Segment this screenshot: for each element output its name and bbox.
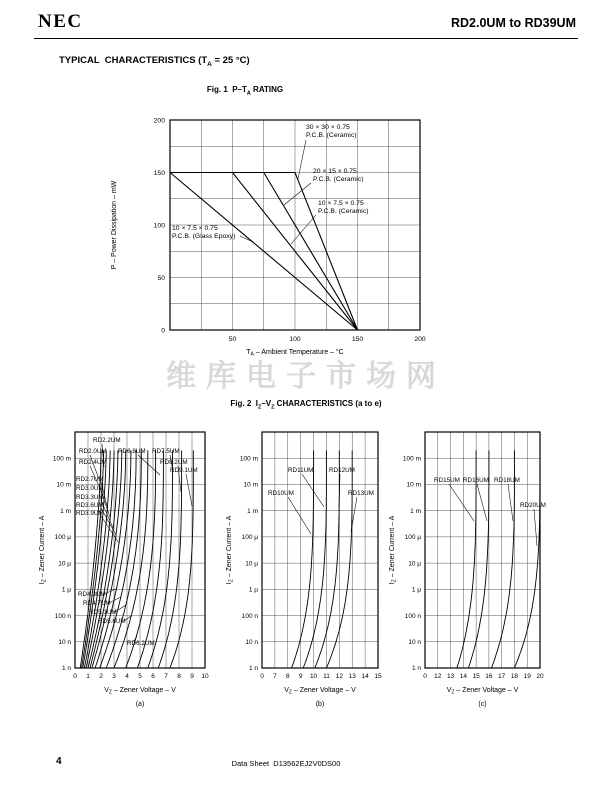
y-axis-label: $I_Z$ – Zener Current – A bbox=[226, 515, 235, 585]
curve-RD11UM bbox=[303, 450, 326, 668]
curve-label-RD2.2UM: RD2.2UM bbox=[93, 437, 121, 444]
header-divider bbox=[34, 38, 578, 39]
annotation-label: P.C.B. (Glass Epoxy) bbox=[172, 232, 236, 240]
x-tick-label: 0 bbox=[260, 673, 264, 680]
curve-label-RD9.1UM: RD9.1UM bbox=[170, 467, 198, 474]
x-tick-label: 6 bbox=[151, 673, 155, 680]
leader-line bbox=[477, 484, 487, 521]
y-axis-label: P – Power Dissipation – mW bbox=[111, 180, 118, 270]
x-tick-label: 50 bbox=[228, 336, 237, 343]
x-tick-label: 9 bbox=[190, 673, 194, 680]
y-tick-label: 200 bbox=[153, 117, 165, 125]
y-axis-label: $I_Z$ – Zener Current – A bbox=[389, 515, 398, 585]
curve-label-RD13UM: RD13UM bbox=[348, 490, 374, 497]
x-tick-label: 15 bbox=[374, 673, 382, 680]
x-axis-label: $V_Z$ – Zener Voltage – V bbox=[104, 687, 176, 696]
chart-tag-label: (a) bbox=[135, 701, 145, 708]
x-tick-label: 9 bbox=[298, 673, 303, 680]
x-tick-label: 100 bbox=[289, 336, 301, 343]
y-tick-label: 100 μ bbox=[241, 534, 258, 542]
annotation-label: 30 × 30 × 0.75 bbox=[306, 124, 350, 131]
leader-line bbox=[186, 474, 192, 506]
y-axis-label: $I_Z$ – Zener Current – A bbox=[39, 515, 48, 585]
x-tick-label: 8 bbox=[177, 673, 181, 680]
x-tick-label: 150 bbox=[351, 336, 364, 343]
x-tick-label: 0 bbox=[423, 673, 427, 680]
plot-border bbox=[425, 432, 540, 668]
x-tick-label: 0 bbox=[73, 673, 77, 680]
x-tick-label: 12 bbox=[335, 673, 343, 680]
curve-label-RD18UM: RD18UM bbox=[494, 477, 520, 484]
curve-label-RD6.8UM: RD6.8UM bbox=[118, 448, 146, 455]
x-tick-label: 13 bbox=[348, 673, 356, 680]
section-heading: TYPICAL CHARACTERISTICS ($T_A = 25$ °C) bbox=[59, 55, 250, 68]
curve-label-RD16UM: RD16UM bbox=[463, 477, 489, 484]
x-tick-label: 3 bbox=[112, 673, 116, 680]
curve-label-RD2.7UM: RD2.7UM bbox=[76, 476, 104, 483]
plot-border bbox=[262, 432, 378, 668]
annotation-label: 10 × 7.5 × 0.75 bbox=[172, 225, 218, 232]
y-tick-label: 1 μ bbox=[411, 586, 421, 594]
curve-label-RD3.9UM: RD3.9UM bbox=[76, 510, 104, 517]
y-tick-label: 10 m bbox=[56, 481, 71, 489]
curve-RD12UM bbox=[315, 450, 340, 668]
x-tick-label: 11 bbox=[323, 673, 330, 680]
y-tick-label: 100 m bbox=[239, 455, 258, 463]
x-tick-label: 200 bbox=[414, 336, 426, 343]
x-tick-label: 17 bbox=[498, 673, 506, 680]
curve-RD5.6UM bbox=[114, 450, 148, 668]
leader-line bbox=[298, 140, 306, 179]
annotation-label: 10 × 7.5 × 0.75 bbox=[318, 200, 364, 207]
x-tick-label: 14 bbox=[361, 673, 369, 680]
y-tick-label: 10 μ bbox=[58, 560, 71, 568]
y-tick-label: 10 n bbox=[58, 638, 71, 646]
y-tick-label: 10 m bbox=[406, 481, 421, 489]
y-tick-label: 100 μ bbox=[404, 534, 421, 542]
y-tick-label: 0 bbox=[161, 327, 165, 335]
y-tick-label: 150 bbox=[153, 169, 165, 177]
x-tick-label: 16 bbox=[485, 673, 493, 680]
curve-label-RD20UM: RD20UM bbox=[520, 502, 546, 509]
leader-line bbox=[534, 509, 537, 546]
y-tick-label: 100 n bbox=[404, 612, 421, 620]
x-tick-label: 20 bbox=[536, 673, 544, 680]
x-axis-label: $T_A$ – Ambient Temperature – °C bbox=[246, 349, 344, 358]
y-tick-label: 10 μ bbox=[245, 560, 258, 568]
y-tick-label: 100 m bbox=[52, 455, 71, 463]
curve-label-RD7.5UM: RD7.5UM bbox=[152, 448, 180, 455]
y-tick-label: 50 bbox=[157, 274, 165, 282]
y-tick-label: 1 n bbox=[248, 665, 258, 673]
fig2-chart-(b) bbox=[240, 432, 382, 680]
curve-label-RD15UM: RD15UM bbox=[434, 477, 460, 484]
x-tick-label: 10 bbox=[201, 673, 209, 680]
chart-tag-label: (c) bbox=[478, 701, 487, 708]
y-tick-label: 1 n bbox=[411, 665, 421, 673]
document-title: RD2.0UM to RD39UM bbox=[450, 16, 576, 30]
x-tick-label: 1 bbox=[86, 673, 90, 680]
curve-label-RD8.2UM: RD8.2UM bbox=[160, 459, 188, 466]
fig1-pta-rating-chart bbox=[40, 95, 500, 375]
leader-line bbox=[508, 484, 513, 521]
y-tick-label: 100 μ bbox=[54, 534, 71, 542]
footer-doc-id: Data Sheet D13562EJ2V0DS00 bbox=[231, 759, 341, 768]
x-tick-label: 8 bbox=[285, 673, 290, 680]
nec-logo: NEC bbox=[38, 11, 83, 32]
annotation-label: P.C.B. (Ceramic) bbox=[306, 131, 357, 139]
x-tick-label: 7 bbox=[164, 673, 168, 680]
curve-label-RD11UM: RD11UM bbox=[288, 467, 314, 474]
y-tick-label: 1 m bbox=[60, 507, 71, 515]
y-tick-label: 1 μ bbox=[61, 586, 71, 594]
y-tick-label: 1 n bbox=[61, 665, 71, 673]
y-tick-label: 10 μ bbox=[408, 560, 421, 568]
leader-line bbox=[449, 484, 474, 521]
curve-label-RD2.0UM: RD2.0UM bbox=[79, 448, 107, 455]
leader-line bbox=[288, 497, 311, 534]
y-tick-label: 10 n bbox=[245, 638, 258, 646]
x-tick-label: 2 bbox=[99, 673, 103, 680]
x-tick-label: 4 bbox=[125, 673, 129, 680]
y-tick-label: 10 m bbox=[243, 481, 258, 489]
x-tick-label: 10 bbox=[309, 673, 318, 680]
fig2-title: Fig. 2 $I_Z-V_Z$ CHARACTERISTICS (a to e) bbox=[230, 399, 382, 411]
watermark-text: 维库电子市场网 bbox=[166, 360, 446, 393]
x-axis-label: $V_Z$ – Zener Voltage – V bbox=[446, 687, 519, 696]
y-tick-label: 100 bbox=[153, 222, 165, 230]
curve-label-RD2.4UM: RD2.4UM bbox=[79, 459, 107, 466]
curve-label-RD6.2UM: RD6.2UM bbox=[127, 640, 155, 647]
y-tick-label: 100 m bbox=[402, 455, 421, 463]
x-tick-label: 7 bbox=[273, 673, 277, 680]
curve-label-RD3.3UM: RD3.3UM bbox=[76, 494, 104, 501]
y-tick-label: 1 m bbox=[410, 507, 421, 515]
y-tick-label: 100 n bbox=[241, 612, 258, 620]
annotation-label: P.C.B. (Ceramic) bbox=[313, 175, 364, 183]
fig2-chart-(c) bbox=[403, 432, 546, 680]
curve-label-RD3.0UM: RD3.0UM bbox=[76, 485, 104, 492]
curve-RD5.1UM bbox=[106, 450, 141, 668]
fig1-title: Fig. 1 $P-T_A$ RATING bbox=[206, 85, 284, 97]
annotation-label: 20 × 15 × 0.75 bbox=[313, 168, 357, 175]
x-tick-label: 19 bbox=[523, 673, 531, 680]
curve-label-RD3.6UM: RD3.6UM bbox=[76, 502, 104, 509]
chart-tag-label: (b) bbox=[315, 701, 325, 708]
curve-label-RD5.6UM: RD5.6UM bbox=[98, 618, 126, 625]
x-axis-label: $V_Z$ – Zener Voltage – V bbox=[284, 687, 356, 696]
y-tick-label: 10 n bbox=[408, 638, 421, 646]
x-tick-label: 13 bbox=[446, 673, 455, 680]
annotation-label: P.C.B. (Ceramic) bbox=[318, 207, 369, 215]
y-tick-label: 1 μ bbox=[248, 586, 258, 594]
curve-label-RD4.3UM: RD4.3UM bbox=[78, 591, 106, 598]
fig2-chart-(a) bbox=[53, 432, 209, 680]
curve-RD10UM bbox=[292, 450, 314, 668]
x-tick-label: 18 bbox=[510, 673, 519, 680]
curve-label-RD4.7UM: RD4.7UM bbox=[83, 600, 111, 607]
x-tick-label: 5 bbox=[138, 673, 142, 680]
curve-label-RD10UM: RD10UM bbox=[268, 490, 294, 497]
curve-label-RD12UM: RD12UM bbox=[329, 467, 355, 474]
y-tick-label: 100 n bbox=[54, 612, 71, 620]
x-tick-label: 12 bbox=[434, 673, 442, 680]
fig2-iz-vz-charts bbox=[30, 415, 590, 715]
page-number: 4 bbox=[56, 756, 62, 767]
curve-label-RD5.1UM: RD5.1UM bbox=[89, 609, 117, 616]
x-tick-label: 14 bbox=[459, 673, 467, 680]
x-tick-label: 15 bbox=[472, 673, 480, 680]
y-tick-label: 1 m bbox=[247, 507, 258, 515]
